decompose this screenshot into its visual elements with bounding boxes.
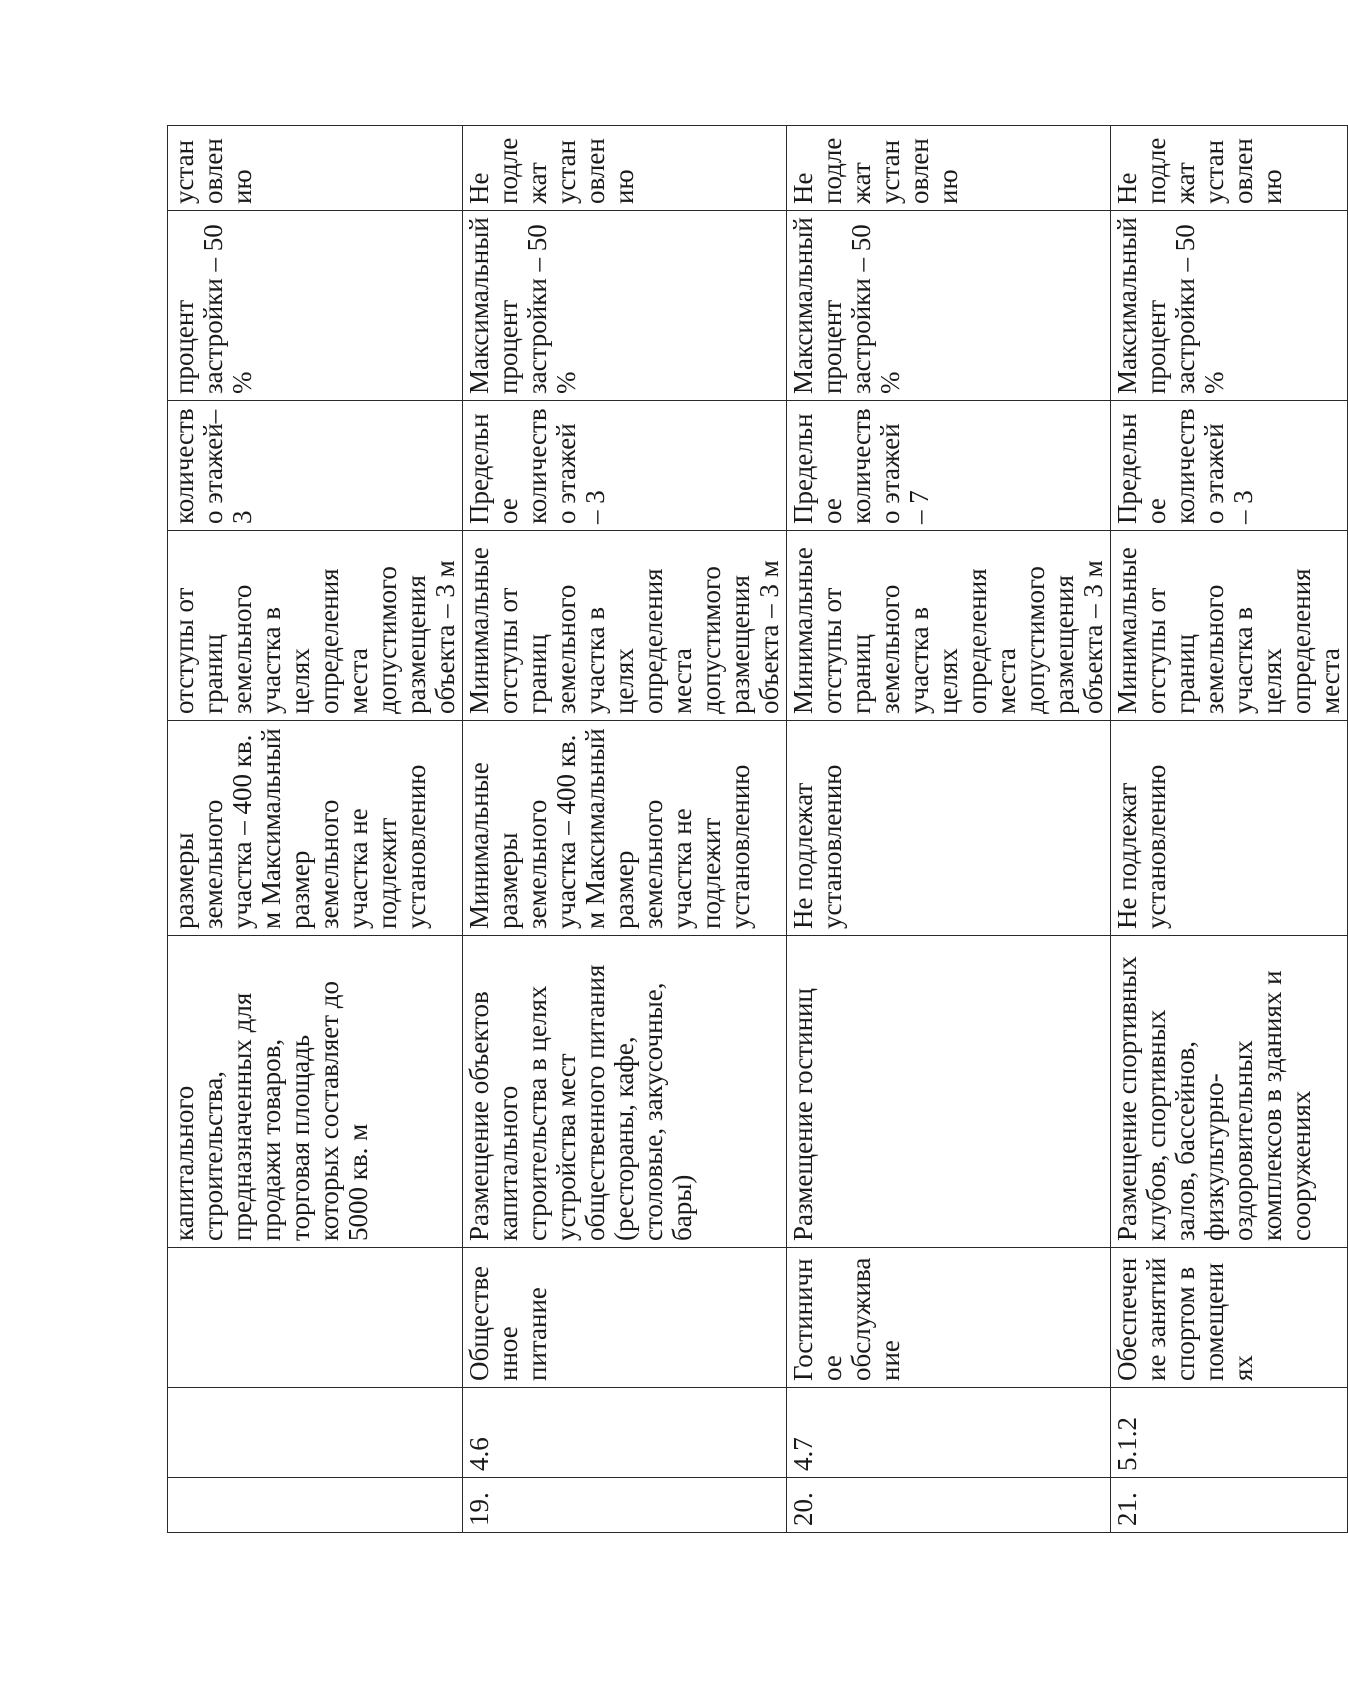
- table-row: [787, 126, 1111, 1533]
- setback: Минимальные отступы от границ земельного участка в целях определения места допустимого размещения объекта – 3 м: [463, 531, 787, 721]
- row-number: [168, 1478, 463, 1533]
- use-name: [168, 1248, 463, 1388]
- other-params: Не подлежат установлению: [787, 126, 1111, 211]
- use-description: Размещение гостиниц: [787, 936, 1111, 1248]
- use-description: капитального строительства, предназначенных для продажи товаров, торговая площадь которых составляет до 5000 кв. м: [168, 936, 463, 1248]
- table-row: [168, 126, 463, 1533]
- coverage: Максимальный процент застройки – 50 %: [463, 211, 787, 401]
- table-row: [463, 126, 787, 1533]
- table-row: [1111, 126, 1348, 1533]
- use-code: 4.6: [463, 1388, 787, 1478]
- use-description: Размещение объектов капитального строительства в целях устройства мест общественного питания (рестораны, кафе, столовые, закусочные, бары): [463, 936, 787, 1248]
- coverage: Максимальный процент застройки – 50 %: [787, 211, 1111, 401]
- coverage: процент застройки – 50 %: [168, 211, 463, 401]
- use-code: 5.1.2: [1111, 1388, 1348, 1478]
- use-code: 4.7: [787, 1388, 1111, 1478]
- zoning-table: [167, 125, 1348, 1533]
- use-description: Размещение спортивных клубов, спортивных залов, бассейнов, физкультурно-оздоровительных комплексов в зданиях и сооружениях: [1111, 936, 1348, 1248]
- other-params: Не подлежат установлению: [463, 126, 787, 211]
- plot-size: Минимальные размеры земельного участка – 400 кв. м Максимальный размер земельного участка не подлежит установлению: [463, 721, 787, 936]
- floors: Предельное количество этажей – 3: [463, 401, 787, 531]
- use-name: Общественное питание: [463, 1248, 787, 1388]
- row-number: 20.: [787, 1478, 1111, 1533]
- floors: Предельное количество этажей – 7: [787, 401, 1111, 531]
- plot-size: Не подлежат установлению: [1111, 721, 1348, 936]
- other-params: установлению: [168, 126, 463, 211]
- row-number: 19.: [463, 1478, 787, 1533]
- plot-size: Не подлежат установлению: [787, 721, 1111, 936]
- use-code: [168, 1388, 463, 1478]
- setback: Минимальные отступы от границ земельного участка в целях определения места: [1111, 531, 1348, 721]
- use-name: Обеспечение занятий спортом в помещениях: [1111, 1248, 1348, 1388]
- row-number: 21.: [1111, 1478, 1348, 1533]
- plot-size: размеры земельного участка – 400 кв. м Максимальный размер земельного участка не подлежит установлению: [168, 721, 463, 936]
- other-params: Не подлежат установлению: [1111, 126, 1348, 211]
- setback: отступы от границ земельного участка в целях определения места допустимого размещения объекта – 3 м: [168, 531, 463, 721]
- setback: Минимальные отступы от границ земельного участка в целях определения места допустимого размещения объекта – 3 м: [787, 531, 1111, 721]
- floors: Предельное количество этажей – 3: [1111, 401, 1348, 531]
- floors: количество этажей– 3: [168, 401, 463, 531]
- coverage: Максимальный процент застройки – 50 %: [1111, 211, 1348, 401]
- use-name: Гостиничное обслуживание: [787, 1248, 1111, 1388]
